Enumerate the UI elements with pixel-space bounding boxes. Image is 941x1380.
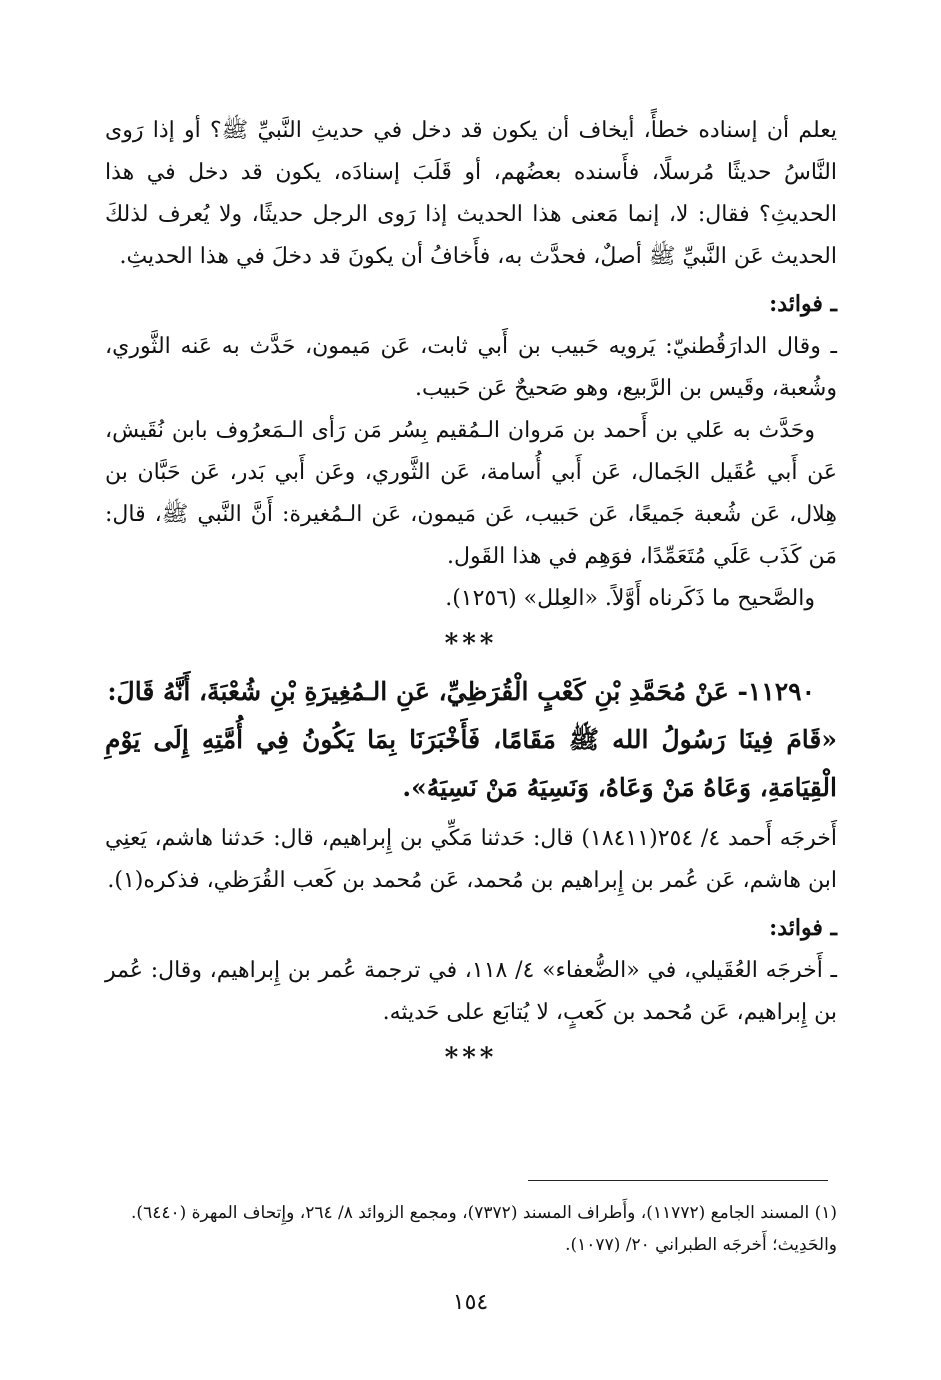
page-number: ١٥٤ [452,1290,489,1315]
footnotes [105,1197,837,1261]
section-separator: *** [444,1043,498,1073]
footnote-line: والحَدِيث؛ أَخرجَه الطبراني ٢٠/ (١٠٧٧). [565,1235,837,1255]
footnote-line: (١) المسند الجامع (١١٧٧٢)، وأَطراف المسند (٧٣٧٢)، ومجمع الزوائد ٨/ ٢٦٤، وإِتحاف المهرة (٦٤٤٠). [131,1203,837,1223]
paragraph-daraqutni: ـ وقال الدارَقُطنيّ: يَرويه حَبيب بن أَبي ثابت، عَن مَيمون، حَدَّث به عَنه الثَّوري، وشُعبة، وقَيس بن الرَّبيع، وهو صَحيحٌ عَن حَبيب. [105,334,837,401]
paragraph-sahih: والصَّحيح ما ذَكَرناه أَوَّلاً. «العِلل» (١٢٥٦). [445,586,815,611]
fawaid-heading: ـ فوائد: [769,915,837,941]
paragraph-continuation: يعلم أن إسناده خطأً، أيخاف أن يكون قد دخل في حديثِ النَّبيِّ ﷺ؟ أو إذا رَوى النَّاسُ حديثًا مُرسلًا، فأَسنده بعضُهم، أو قَلَبَ إسنادَه، يكون قد دخل في هذا الحديثِ؟ فقال: لا، إنما مَعنى هذا الحديث إذا رَوى الرجل حديثًا، ولا يُعرف لذلكَ الحديث عَن النَّبيِّ ﷺ أصلٌ، فحدَّث به، فأَخافُ أن يكونَ قد دخلَ في هذا الحديثِ. [105,118,837,269]
section-separator: *** [444,629,498,659]
hadith-heading: ١١٢٩٠- عَنْ مُحَمَّدِ بْنِ كَعْبٍ الْقُرَظِيِّ، عَنِ الـمُغِيرَةِ بْنِ شُعْبَةَ، أَنَّهُ قَالَ: [107,677,815,706]
paragraph-uqayli: ـ أَخرجَه العُقَيلي، في «الضُّعفاء» ٤/ ١١٨، في ترجمة عُمر بن إِبراهيم، وقال: عُمر بن إِبراهيم، عَن مُحمد بن كَعبٍ، لا يُتابَع على حَديثه. [105,958,838,1025]
hadith-text: «قَامَ فِينَا رَسُولُ الله ﷺ مَقَامًا، فَأَخْبَرَنَا بِمَا يَكُونُ فِي أُمَّتِهِ إِلَى يَوْمِ الْقِيَامَةِ، وَعَاهُ مَنْ وَعَاهُ، وَنَسِيَهُ مَنْ نَسِيَهُ». [105,725,837,802]
footnote-divider [528,1180,828,1181]
paragraph-isnad: وحَدَّث به عَلي بن أَحمد بن مَروان الـمُقيم بِسُر مَن رَأى الـمَعرُوف بابن نُقَيش، عَن أَبي عُقَيل الجَمال، عَن أَبي أُسامة، عَن الثَّوري، وعَن أَبي بَدر، عَن حَبَّان بن هِلال، عَن شُعبة جَميعًا، عَن حَبيب، عَن مَيمون، عَن الـمُغيرة: أَنَّ النَّبي ﷺ، قال: مَن كَذَب عَلَي مُتَعَمِّدًا، فوَهِم في هذا القَول. [105,418,838,569]
page-body [105,110,837,1082]
fawaid-heading: ـ فوائد: [769,291,837,317]
paragraph-takhrij: أَخرجَه أَحمد ٤/ ٢٥٤(١٨٤١١) قال: حَدثنا مَكِّي بن إِبراهيم، قال: حَدثنا هاشم، يَعنِي ابن هاشم، عَن عُمر بن إِبراهيم بن مُحمد، عَن مُحمد بن كَعب القُرَظي، فذكره(١). [105,826,838,893]
